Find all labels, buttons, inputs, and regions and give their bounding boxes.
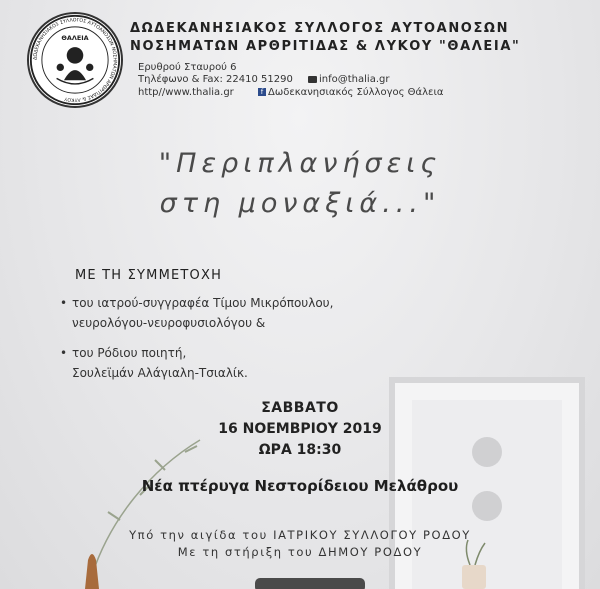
guest1-line2: νευρολόγου-νευροφυσιολόγου & [72,316,266,330]
bullet-dot: • [60,296,68,310]
pot-right [462,565,486,589]
vase [85,554,99,589]
guest2-line2: Σουλεϊμάν Αλάγιαλη-Τσιαλίκ. [72,366,248,380]
aegis-line: Υπό την αιγίδα του ΙΑΤΡΙΚΟΥ ΣΥΛΛΟΓΟΥ ΡΟΔΟΥ [129,528,471,542]
contact-facebook[interactable] [258,87,443,98]
guest2-line1: του Ρόδιου ποιητή, [72,346,187,360]
envelope-icon [308,76,317,83]
guest1-line1: του ιατρού-συγγραφέα Τίμου Μικρόπουλου, [72,296,334,310]
event-title-line2: στη μοναξιά..." [159,188,441,219]
guest-item-2 [60,343,248,383]
support-line: Με τη στήριξη του ΔΗΜΟΥ ΡΟΔΟΥ [177,545,423,559]
contact-email[interactable] [308,74,389,85]
event-day: ΣΑΒΒΑΤΟ [261,400,339,416]
event-date: 16 ΝΟΕΜΒΡΙΟΥ 2019 [218,421,382,437]
facebook-icon: f [258,88,266,96]
chair [255,578,365,589]
participation-heading: ΜΕ ΤΗ ΣΥΜΜΕΤΟΧΗ [75,268,223,283]
bullet-dot: • [60,346,68,360]
event-venue: Νέα πτέρυγα Νεστορίδειου Μελάθρου [141,477,459,495]
frame-circle-lower [472,491,502,521]
svg-text:ΔΩΔΕΚΑΝΗΣΙΑΚΟΣ ΣΥΛΛΟΓΟΣ ΑΥΤΟΑΝ: ΔΩΔΕΚΑΝΗΣΙΑΚΟΣ ΣΥΛΛΟΓΟΣ ΑΥΤΟΑΝΟΣΩΝ ΝΟΣΗΜΑΤΩΝ ΑΡΘΡΙΤΙΔΑΣ & ΛΥΚΟΥ [33,18,117,102]
org-name-line1: ΔΩΔΕΚΑΝΗΣΙΑΚΟΣ ΣΥΛΛΟΓΟΣ ΑΥΤΟΑΝΟΣΩΝ [130,21,510,36]
contact-website[interactable]: http//www.thalia.gr [138,87,234,98]
contact-address: Ερυθρού Σταυρού 6 [138,62,237,73]
event-time: ΩΡΑ 18:30 [258,442,342,458]
svg-text:ΘΑΛΕΙΑ: ΘΑΛΕΙΑ [61,33,89,42]
event-title-line1: "Περιπλανήσεις [158,148,442,179]
org-name-line2: ΝΟΣΗΜΑΤΩΝ ΑΡΘΡΙΤΙΔΑΣ & ΛΥΚΟΥ "ΘΑΛΕΙΑ" [130,39,521,54]
thalia-logo [27,12,123,108]
facebook-text: Δωδεκανησιακός Σύλλογος Θάλεια [268,87,444,98]
guest-item-1 [60,293,333,333]
email-text: info@thalia.gr [319,74,390,85]
organization-name [130,20,520,56]
contact-phone: Τηλέφωνο & Fax: 22410 51290 [138,74,293,85]
